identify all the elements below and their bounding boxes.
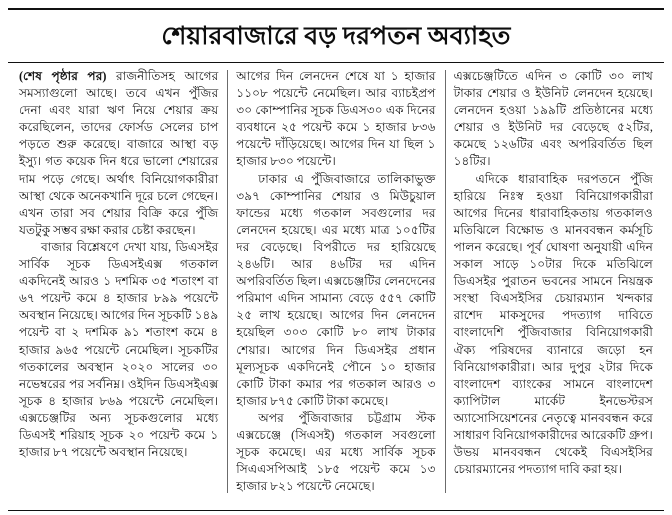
article-column-1 (10, 68, 227, 505)
bottom-divider (8, 510, 664, 511)
paragraph-text: আগের দিন লেনদেন শেষে যা ১ হাজার ১১০৮ পয়েন্টে নেমেছিল। আর ব্যাচইপ্রপ ৩০ কোম্পানির সূচক ডিএস৩০ এক দিনের ব্যবধানে ২৫ পয়েন্ট কমে ১ হাজার ৮৩৬ পয়েন্টে দাঁড়িয়েছে। আগের দিন যা ছিল ১ হাজার ৮৩০ পয়েন্টে। (236, 69, 436, 169)
paragraph-text: এদিকে ধারাবাহিক দরপতনে পুঁজি হারিয়ে নিঃস্ব হওয়া বিনিয়োগকারীরা আগের দিনের ধারাবাহিকতায় গতকালও মতিঝিলে বিক্ষোভ ও মানববন্ধন কর্মসূচি পালন করেছে। পূর্ব ঘোষণা অনুযায়ী এদিন সকাল সাড়ে ১০টার দিকে মতিঝিলে ডিএসইর পুরাতন ভবনের সামনে নিয়ন্ত্রক সংস্থা বিএসইসির চেয়ারম্যান খন্দকার রাশেদ মাকসুদের পদত্যাগ দাবিতে বাংলাদেশি পুঁজিবাজার বিনিয়োগকারী ঐক্য পরিষদের ব্যানারে জড়ো হন বিনিয়োগকারীরা। আর দুপুর ২টার দিকে বাংলাদেশ ব্যাংকের সামনে বাংলাদেশ ক্যাপিটাল মার্কেট ইনভেস্টরস অ্যাসোসিয়েশনের নেতৃত্বে মানববন্ধন করে সাধারণ বিনিয়োগকারীদের আরেকটি গ্রুপ। উভয় মানববন্ধন থেকেই বিএসইসির চেয়ারম্যানের পদত্যাগ দাবি করা হয়। (453, 171, 653, 477)
article-column-2 (227, 68, 444, 505)
paragraph-text: এক্সচেঞ্জটিতে এদিন ৩ কোটি ৩০ লাখ টাকার শেয়ার ও ইউনিট লেনদেন হয়েছে। লেনদেন হওয়া ১৯৯টি প্রতিষ্ঠানের মধ্যে শেয়ার ও ইউনিট দর বেড়েছে ৫২টির, কমেছে ১২৬টির এবং অপরিবর্তিত ছিল ১৪টির। (453, 69, 653, 169)
paragraph-continuation (19, 68, 218, 239)
paragraph-text: অপর পুঁজিবাজার চট্টগ্রাম স্টক এক্সচেঞ্জে (সিএসই) গতকাল সবগুলো সূচক কমেছে। এর মধ্যে সার্বিক সূচক সিএএসপিআই ১৮৫ পয়েন্ট কমে ১৩ হাজার ৮২১ পয়েন্টে নেমেছে। (236, 410, 436, 494)
page-title: শেয়ারবাজারে বড় দরপতন অব্যাহত (161, 22, 511, 50)
article-columns (10, 68, 662, 505)
paragraph-text: রাজনীতিসহ আগের সমস্যাগুলো আছে। তবে এখন পুঁজির দেনা এবং যারা ঋণ নিয়ে শেয়ার ক্রয় করেছিলেন, তাদের ফোর্সড সেলের চাপ পড়তে শুরু করেছে। বাজারে আস্থা বড় ইস্যু। গত কয়েক দিন ধরে ভালো শেয়ারের দাম পড়ে গেছে। অর্থাৎ বিনিয়োগকারীরা আস্থা থেকে অনেকখানি দূরে চলে গেছেন। এখন তারা সব শেয়ার বিক্রি করে পুঁজি যতটুকু সম্ভব রক্ষা করার চেষ্টা করছেন। (19, 69, 219, 237)
headline-divider (8, 62, 664, 63)
headline-container (0, 14, 672, 60)
article-column-3 (445, 68, 662, 505)
paragraph-text: বাজার বিশ্লেষণে দেখা যায়, ডিএসইর সার্বিক সূচক ডিএসইএক্স গতকাল একদিনেই আরও ১ দশমিক ৩৫ শতাংশ বা ৬৭ পয়েন্ট কমে ৪ হাজার ৮৯৯ পয়েন্টে অবস্থান নিয়েছে। আগের দিন সূচকটি ১৪৯ পয়েন্ট বা ২ দশমিক ৯১ শতাংশ কমে ৪ হাজার ৯৬৫ পয়েন্টে নেমেছিল। সূচকটির গতকালের অবস্থান ২০২০ সালের ৩০ নভেম্বরের পর সর্বনিম্ন। ওইদিন ডিএসইএক্স সূচক ৪ হাজার ৮৬৯ পয়েন্টে নেমেছিল। এক্সচেঞ্জটির অন্য সূচকগুলোর মধ্যে ডিএসই শরিয়াহ সূচক ২০ পয়েন্ট কমে ১ হাজার ৮৭ পয়েন্টে অবস্থান নিয়েছে। (19, 239, 219, 460)
continuation-note: (শেষ পৃষ্ঠার পর) (19, 69, 107, 83)
top-divider (8, 8, 664, 10)
paragraph-text: ঢাকার এ পুঁজিবাজারে তালিকাভুক্ত ৩৯৭ কোম্পানির শেয়ার ও মিউচুয়াল ফান্ডের মধ্যে গতকাল সবগুলোর দর লেনদেন হয়েছে। এর মধ্যে মাত্র ১০৫টির দর বেড়েছে। বিপরীতে দর হারিয়েছে ২৪৬টি। আর ৪৬টির দর এদিন অপরিবর্তিত ছিল। এক্সচেঞ্জটির লেনদেনের পরিমাণ এদিন সামান্য বেড়ে ৫৫৭ কোটি ২৫ লাখ হয়েছে। আগের দিন লেনদেন হয়েছিল ৩০৩ কোটি ৮০ লাখ টাকার শেয়ার। আগের দিন ডিএসইর প্রধান মূল্যসূচক একদিনেই পৌনে ১০ হাজার কোটি টাকা কমার পর গতকাল আরও ৩ হাজার ৮৭৫ কোটি টাকা কমেছে। (236, 171, 436, 408)
